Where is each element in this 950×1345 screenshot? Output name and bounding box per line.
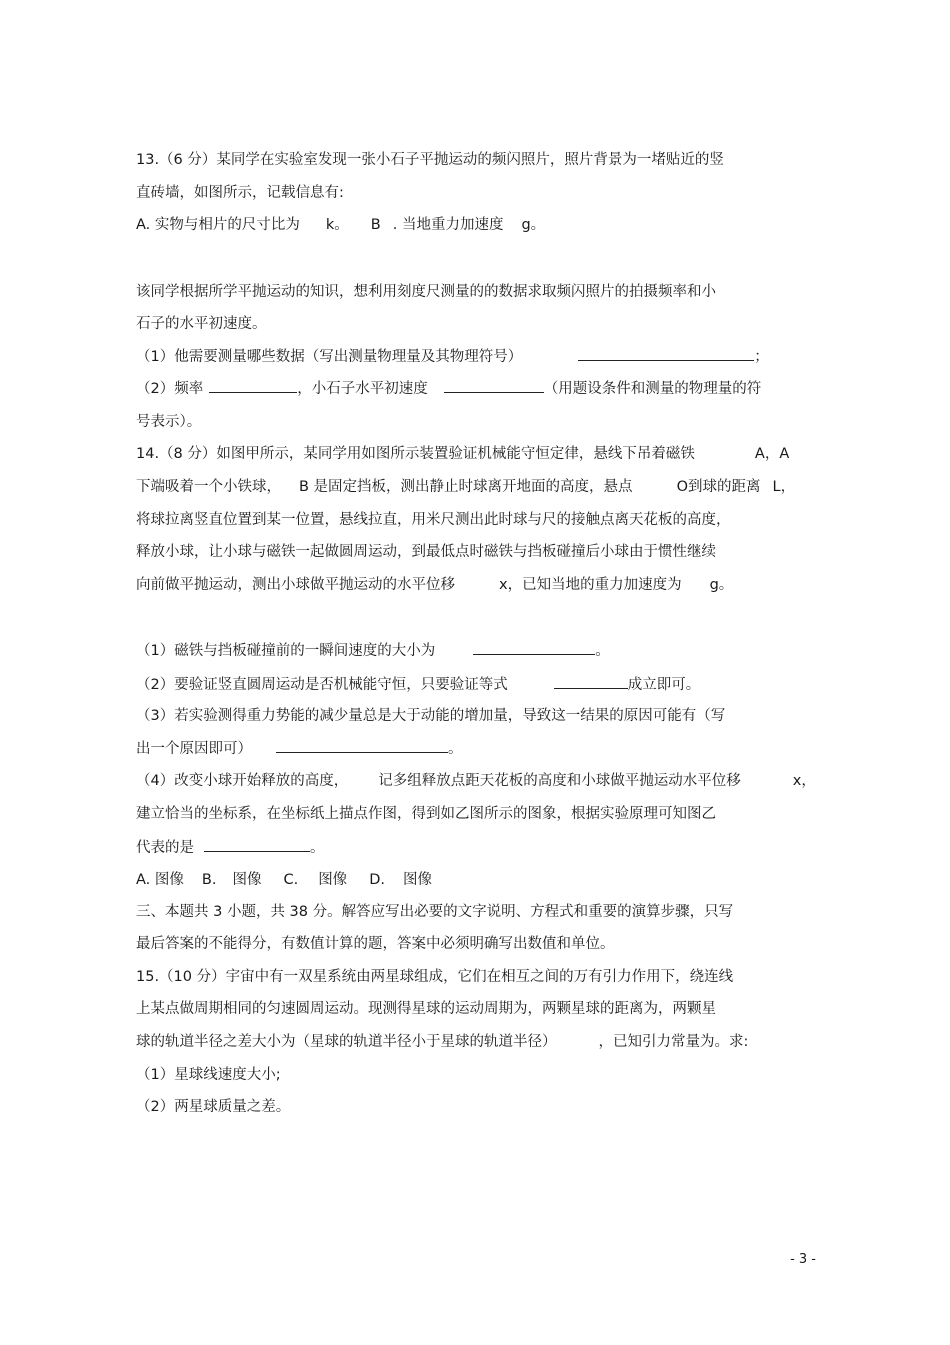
q15-line-2: 上某点做周期相同的匀速圆周运动。现测得星球的运动周期为，两颗星球的距离为，两颗星 — [136, 1001, 716, 1017]
section3-heading: 三、本题共 3 小题，共 38 分。解答应写出必要的文字说明、方程式和重要的演算步骤，只写 — [136, 904, 734, 920]
q13-ratio-k: k。 — [325, 217, 349, 233]
q13-sub-1: （1）他需要测量哪些数据（写出测量物理量及其物理符号） ； — [136, 346, 769, 367]
q13-line-4: 该同学根据所学平抛运动的知识，想利用刻度尺测量的的数据求取频闪照片的拍摄频率和小 — [136, 284, 716, 300]
q13-sub-2: （2）频率 ，小石子水平初速度 （用题设条件和测量的物理量的符 — [136, 378, 761, 399]
q14-line-4: 释放小球，让小球与磁铁一起做圆周运动，到最低点时磁铁与挡板碰撞后小球由于惯性继续 — [136, 544, 716, 560]
option-b-letter: B. — [201, 872, 217, 888]
q14-sub-3-cont: 出一个原因即可） 。 — [136, 738, 463, 759]
q14-line-11: 建立恰当的坐标系，在坐标纸上描点作图，得到如乙图所示的图象，根据实验原理可知图乙 — [136, 806, 716, 822]
q13-line-5: 石子的水平初速度。 — [136, 316, 267, 332]
answer-blank — [444, 378, 544, 393]
option-a: A. 图像 — [136, 872, 184, 888]
answer-blank — [209, 378, 297, 393]
option-c-text: 图像 — [318, 872, 348, 888]
option-d-text: 图像 — [402, 872, 432, 888]
answer-blank — [473, 640, 595, 655]
q14-sub-1: （1）磁铁与挡板碰撞前的一瞬间速度的大小为 。 — [136, 640, 610, 661]
option-b-text: 图像 — [232, 872, 262, 888]
page-number: - 3 - — [790, 1252, 816, 1267]
q13-option-a: A. 实物与相片的尺寸比为 — [136, 217, 300, 233]
q13-option-b: . 当地重力加速度 — [392, 217, 504, 233]
answer-blank — [276, 738, 448, 753]
q14-sub-2: （2）要验证竖直圆周运动是否机械能守恒，只要验证等式 成立即可。 — [136, 674, 700, 695]
q13-line-8: 号表示）。 — [136, 414, 202, 430]
q14-line-1: 14.（8 分）如图甲所示，某同学用如图所示装置验证机械能守恒定律，悬线下吊着磁铁 A，A — [136, 446, 790, 462]
q14-sub-3: （3）若实验测得重力势能的减少量总是大于动能的增加量，导致这一结果的原因可能有（写 — [136, 708, 726, 724]
q13-line-2: 直砖墙，如图所示，记载信息有: — [136, 185, 344, 201]
q13-line-3 — [136, 215, 545, 235]
q14-line-5: 向前做平抛运动，测出小球做平抛运动的水平位移 x，已知当地的重力加速度为 g。 — [136, 577, 734, 593]
q13-gravity-g: g。 — [521, 217, 546, 233]
option-c-letter: C. — [283, 872, 299, 888]
answer-blank — [554, 674, 628, 689]
q14-options — [136, 870, 432, 890]
q15-line-3: 球的轨道半径之差大小为（星球的轨道半径小于星球的轨道半径） ，已知引力常量为。求: — [136, 1034, 749, 1050]
answer-blank — [204, 837, 310, 852]
q15-line-1: 15.（10 分）宇宙中有一双星系统由两星球组成，它们在相互之间的万有引力作用下，绕连线 — [136, 969, 734, 985]
option-d-letter: D. — [369, 872, 385, 888]
q13-option-b-letter: B — [370, 217, 381, 233]
q15-sub-2: （2）两星球质量之差。 — [136, 1099, 291, 1115]
answer-blank — [578, 346, 754, 361]
q14-line-12: 代表的是 。 — [136, 837, 325, 858]
q14-line-2: 下端吸着一个小铁球， B 是固定挡板，测出静止时球离开地面的高度，悬点 O到球的距离 L， — [136, 479, 796, 495]
q14-line-3: 将球拉离竖直位置到某一位置，悬线拉直，用米尺测出此时球与尺的接触点离天花板的高度， — [136, 512, 731, 528]
section3-line-2: 最后答案的不能得分，有数值计算的题，答案中必须明确写出数值和单位。 — [136, 936, 615, 952]
q14-sub-4: （4）改变小球开始释放的高度， 记多组释放点距天花板的高度和小球做平抛运动水平位移 x， — [136, 773, 816, 789]
q13-line-1: 13.（6 分）某同学在实验室发现一张小石子平抛运动的频闪照片，照片背景为一堵贴近的竖 — [136, 152, 724, 168]
q15-sub-1: （1）星球线速度大小; — [136, 1067, 281, 1083]
